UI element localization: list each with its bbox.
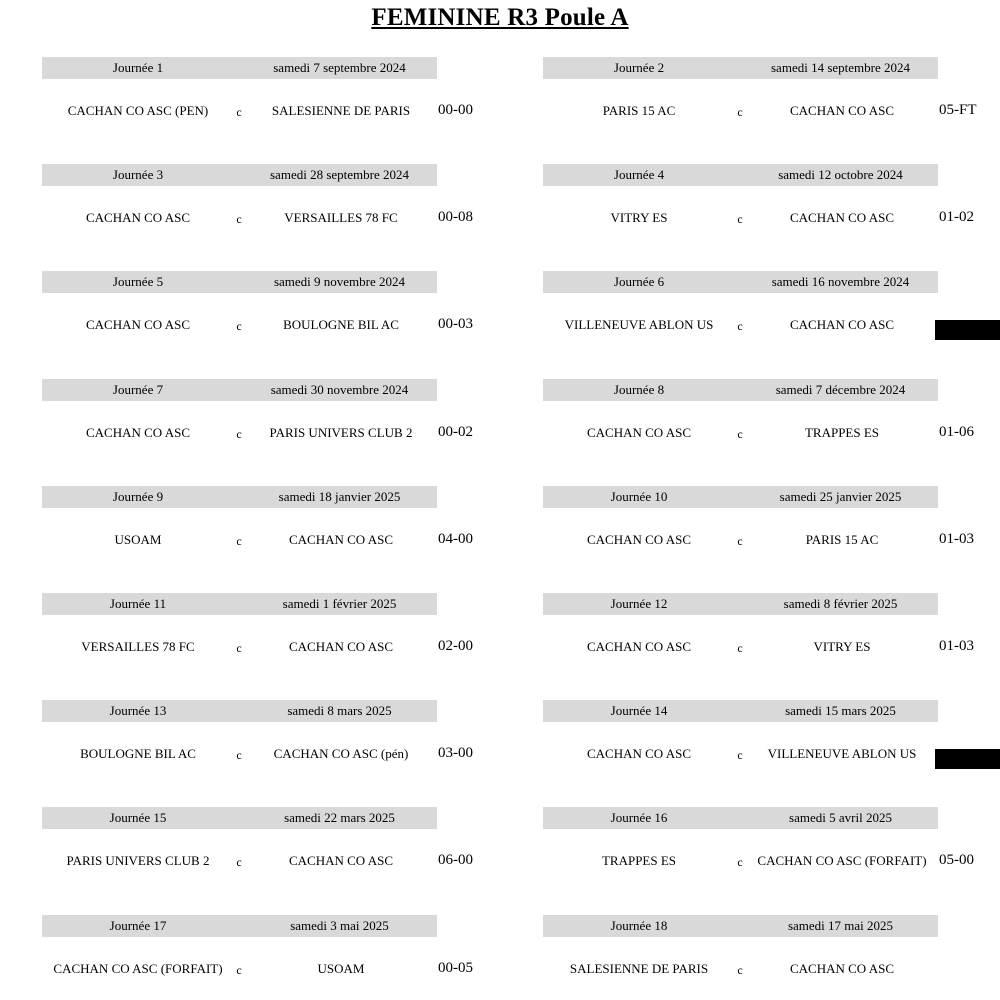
match-block	[42, 700, 500, 780]
journee-label: Journée 6	[613, 274, 665, 290]
home-team: CACHAN CO ASC (FORFAIT)	[53, 960, 223, 976]
home-team: CACHAN CO ASC	[85, 210, 191, 226]
journee-label: Journée 16	[610, 810, 668, 826]
match-block	[543, 271, 1000, 351]
versus-label: c	[737, 212, 743, 227]
away-team: CACHAN CO ASC	[288, 531, 394, 547]
match-header	[42, 915, 437, 937]
versus-label: c	[737, 533, 743, 548]
match-date: samedi 28 septembre 2024	[270, 167, 409, 183]
match-header	[42, 807, 437, 829]
versus-label: c	[236, 212, 242, 227]
match-header	[543, 700, 938, 722]
match-score: 05-FT	[939, 102, 977, 118]
away-team: PARIS UNIVERS CLUB 2	[269, 424, 413, 440]
home-team: PARIS 15 AC	[602, 103, 676, 118]
versus-label: c	[737, 855, 743, 870]
match-block	[543, 593, 1000, 673]
match-score: 01-03	[939, 530, 974, 547]
away-team: PARIS 15 AC	[805, 531, 879, 547]
match-header	[543, 593, 938, 615]
versus-label: c	[236, 748, 242, 763]
match-block	[543, 164, 1000, 244]
match-score: 00-08	[438, 209, 473, 226]
match-block	[543, 915, 1000, 995]
journee-label: Journée 3	[112, 167, 164, 183]
versus-label: c	[737, 426, 743, 441]
match-date: samedi 7 septembre 2024	[273, 60, 406, 75]
home-team: SALESIENNE DE PARIS	[569, 960, 709, 976]
away-team: BOULOGNE BIL AC	[283, 317, 399, 333]
match-date: samedi 16 novembre 2024	[771, 274, 910, 290]
home-team: VERSAILLES 78 FC	[81, 639, 195, 654]
match-header	[42, 164, 437, 186]
journee-label: Journée 2	[613, 60, 665, 75]
journee-label: Journée 17	[109, 917, 167, 933]
journee-label: Journée 11	[109, 596, 167, 611]
match-date: samedi 30 novembre 2024	[270, 381, 409, 397]
page-title: FEMININE R3 Poule A	[371, 4, 629, 31]
match-header	[543, 379, 938, 401]
match-block	[543, 807, 1000, 887]
match-score: 06-00	[438, 852, 473, 869]
match-header	[543, 486, 938, 508]
journee-label: Journée 18	[610, 917, 668, 933]
match-date: samedi 5 avril 2025	[789, 810, 892, 826]
match-date: samedi 22 mars 2025	[284, 810, 395, 826]
home-team: PARIS UNIVERS CLUB 2	[66, 853, 210, 869]
versus-label: c	[236, 962, 242, 977]
journee-label: Journée 8	[613, 381, 665, 397]
match-block	[42, 807, 500, 887]
redacted-score	[935, 749, 1000, 769]
journee-label: Journée 1	[112, 60, 164, 75]
match-header	[543, 57, 938, 79]
match-header	[42, 379, 437, 401]
redacted-score	[935, 320, 1000, 340]
home-team: BOULOGNE BIL AC	[80, 746, 196, 762]
match-header	[42, 271, 437, 293]
versus-label: c	[737, 105, 743, 119]
match-block	[543, 700, 1000, 780]
match-date: samedi 1 février 2025	[282, 596, 397, 611]
match-date: samedi 8 mars 2025	[287, 703, 392, 719]
match-header	[543, 271, 938, 293]
match-score: 01-03	[939, 638, 974, 654]
home-team: CACHAN CO ASC	[586, 639, 692, 654]
home-team: CACHAN CO ASC	[586, 424, 692, 440]
match-score: 00-03	[438, 316, 473, 333]
match-block	[42, 915, 500, 995]
versus-label: c	[737, 748, 743, 763]
home-team: USOAM	[114, 531, 162, 547]
match-score: 00-05	[438, 959, 473, 976]
match-block	[543, 379, 1000, 459]
match-date: samedi 15 mars 2025	[785, 703, 896, 719]
match-date: samedi 12 octobre 2024	[778, 167, 903, 183]
match-header	[42, 57, 437, 79]
match-date: samedi 9 novembre 2024	[273, 274, 406, 290]
match-date: samedi 14 septembre 2024	[771, 60, 910, 75]
match-header	[543, 807, 938, 829]
away-team: CACHAN CO ASC (FORFAIT)	[757, 853, 927, 869]
away-team: VILLENEUVE ABLON US	[767, 746, 917, 762]
journee-label: Journée 5	[112, 274, 164, 290]
journee-label: Journée 15	[109, 810, 167, 826]
journee-label: Journée 10	[610, 488, 668, 504]
away-team: SALESIENNE DE PARIS	[271, 103, 411, 118]
versus-label: c	[236, 533, 242, 548]
journee-label: Journée 13	[109, 703, 167, 719]
away-team: CACHAN CO ASC	[288, 853, 394, 869]
away-team: CACHAN CO ASC	[789, 317, 895, 333]
journee-label: Journée 7	[112, 381, 164, 397]
versus-label: c	[236, 855, 242, 870]
match-score: 01-02	[939, 209, 974, 226]
away-team: TRAPPES ES	[804, 424, 880, 440]
versus-label: c	[236, 641, 242, 655]
home-team: CACHAN CO ASC (PEN)	[67, 103, 209, 118]
match-score: 04-00	[438, 530, 473, 547]
versus-label: c	[737, 641, 743, 655]
home-team: CACHAN CO ASC	[85, 317, 191, 333]
away-team: USOAM	[317, 960, 365, 976]
match-score: 03-00	[438, 745, 473, 762]
match-score: 05-00	[939, 852, 974, 869]
home-team: TRAPPES ES	[601, 853, 677, 869]
home-team: VITRY ES	[610, 210, 668, 226]
match-header	[543, 915, 938, 937]
match-block	[42, 57, 500, 137]
away-team: CACHAN CO ASC	[789, 103, 895, 118]
match-date: samedi 7 décembre 2024	[775, 381, 906, 397]
home-team: CACHAN CO ASC	[85, 424, 191, 440]
match-date: samedi 18 janvier 2025	[278, 488, 401, 504]
match-date: samedi 17 mai 2025	[787, 917, 894, 933]
match-score: 01-06	[939, 423, 974, 440]
away-team: CACHAN CO ASC	[789, 210, 895, 226]
match-header	[42, 700, 437, 722]
match-block	[42, 164, 500, 244]
journee-label: Journée 4	[613, 167, 665, 183]
away-team: CACHAN CO ASC	[789, 960, 895, 976]
match-date: samedi 25 janvier 2025	[779, 488, 902, 504]
match-block	[543, 57, 1000, 137]
match-score: 00-02	[438, 423, 473, 440]
match-block	[42, 486, 500, 566]
away-team: VITRY ES	[813, 639, 871, 654]
match-date: samedi 3 mai 2025	[290, 917, 389, 933]
versus-label: c	[737, 962, 743, 977]
match-header	[543, 164, 938, 186]
home-team: CACHAN CO ASC	[586, 746, 692, 762]
match-block	[42, 379, 500, 459]
match-header	[42, 486, 437, 508]
match-score: 00-00	[438, 102, 473, 118]
journee-label: Journée 12	[610, 596, 668, 611]
match-block	[42, 593, 500, 673]
versus-label: c	[236, 105, 242, 119]
away-team: CACHAN CO ASC	[288, 639, 394, 654]
match-block	[42, 271, 500, 351]
away-team: VERSAILLES 78 FC	[284, 210, 398, 226]
home-team: CACHAN CO ASC	[586, 531, 692, 547]
journee-label: Journée 14	[610, 703, 668, 719]
versus-label: c	[737, 319, 743, 334]
versus-label: c	[236, 319, 242, 334]
home-team: VILLENEUVE ABLON US	[564, 317, 714, 333]
match-date: samedi 8 février 2025	[783, 596, 898, 611]
versus-label: c	[236, 426, 242, 441]
away-team: CACHAN CO ASC (pén)	[273, 746, 409, 762]
match-header	[42, 593, 437, 615]
match-score: 02-00	[438, 638, 473, 654]
journee-label: Journée 9	[112, 488, 164, 504]
match-block	[543, 486, 1000, 566]
